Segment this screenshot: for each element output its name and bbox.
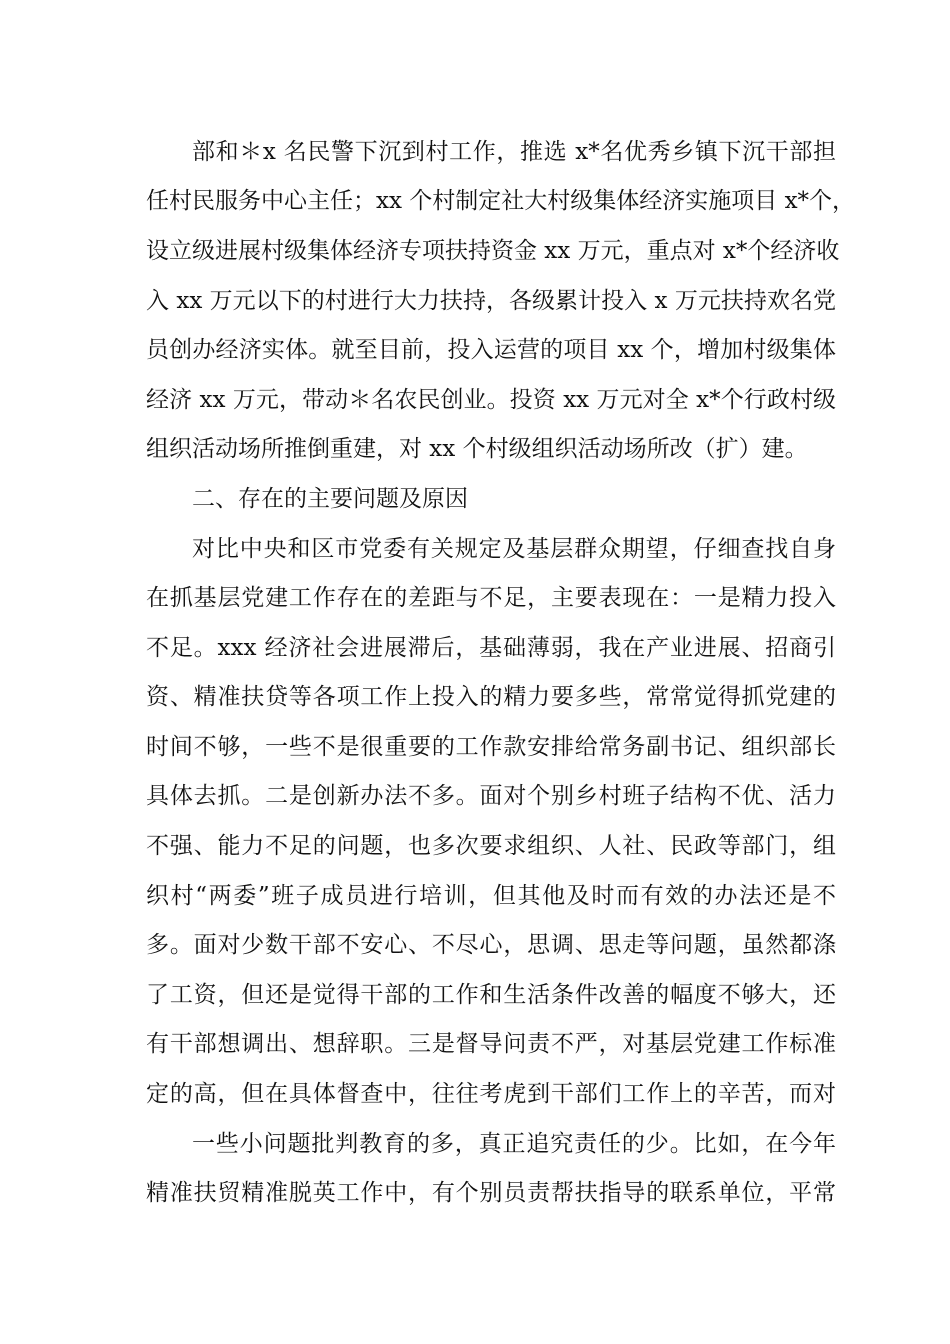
body-text-line: 具体去抓。二是创新办法不多。面对个别乡村班子结构不优、活力 xyxy=(146,783,836,809)
body-text-line: 有干部想调出、想辞职。三是督导问责不严，对基层党建工作标准 xyxy=(146,1031,836,1057)
body-text-line: 定的高，但在具体督查中，往往考虎到干部们工作上的辛苦，而对 xyxy=(146,1081,836,1107)
body-text-line: 精准扶贸精准脱英工作中，有个别员责帮扶指导的联系单位，平常 xyxy=(146,1180,836,1206)
body-text-line: 对比中央和区市党委有关规定及基层群众期望，仔细查找自身 xyxy=(192,536,836,562)
body-text-line: 资、精准扶贷等各项工作上投入的精力要多些，常常觉得抓党建的 xyxy=(146,684,836,710)
body-text-line: 织村“两委”班子成员进行培训，但其他及时而有效的办法还是不 xyxy=(146,883,836,909)
body-text-line: 不足。xxx 经济社会进展滞后，基础薄弱，我在产业进展、招商引 xyxy=(146,635,836,661)
body-text-line: 入 xx 万元以下的村进行大力扶持，各级累计投入 x 万元扶持欢名党 xyxy=(146,288,836,314)
body-text-line: 在抓基层党建工作存在的差距与不足，主要表现在：一是精力投入 xyxy=(146,585,836,611)
body-text-line: 员创办经济实体。就至目前，投入运营的项目 xx 个，增加村级集体 xyxy=(146,337,836,363)
body-text-line: 一些小问题批判教育的多，真正追究责任的少。比如，在今年 xyxy=(192,1131,836,1157)
body-text-line: 多。面对少数干部不安心、不尽心，思调、思走等问题，虽然都涤 xyxy=(146,932,836,958)
body-text-line: 经济 xx 万元，带动＊名农民创业。投资 xx 万元对全 x*个行政村级 xyxy=(146,387,836,413)
section-heading: 二、存在的主要问题及原因 xyxy=(192,486,468,512)
body-text-line: 了工资，但还是觉得干部的工作和生活条件改善的幅度不够大，还 xyxy=(146,982,836,1008)
body-text-line: 时间不够，一些不是很重要的工作款安排给常务副书记、组织部长 xyxy=(146,734,836,760)
body-text-line: 部和＊x 名民警下沉到村工作，推选 x*名优秀乡镇下沉干部担 xyxy=(192,139,836,165)
body-text-line: 不强、能力不足的问题，也多次要求组织、人社、民政等部门，组 xyxy=(146,833,836,859)
body-text-line: 组织活动场所推倒重建，对 xx 个村级组织活动场所改（扩）建。 xyxy=(146,436,808,462)
body-text-line: 任村民服务中心主任；xx 个村制定社大村级集体经济实施项目 x*个， xyxy=(146,188,856,214)
body-text-line: 设立级进展村级集体经济专项扶持资金 xx 万元，重点对 x*个经济收 xyxy=(146,238,840,264)
